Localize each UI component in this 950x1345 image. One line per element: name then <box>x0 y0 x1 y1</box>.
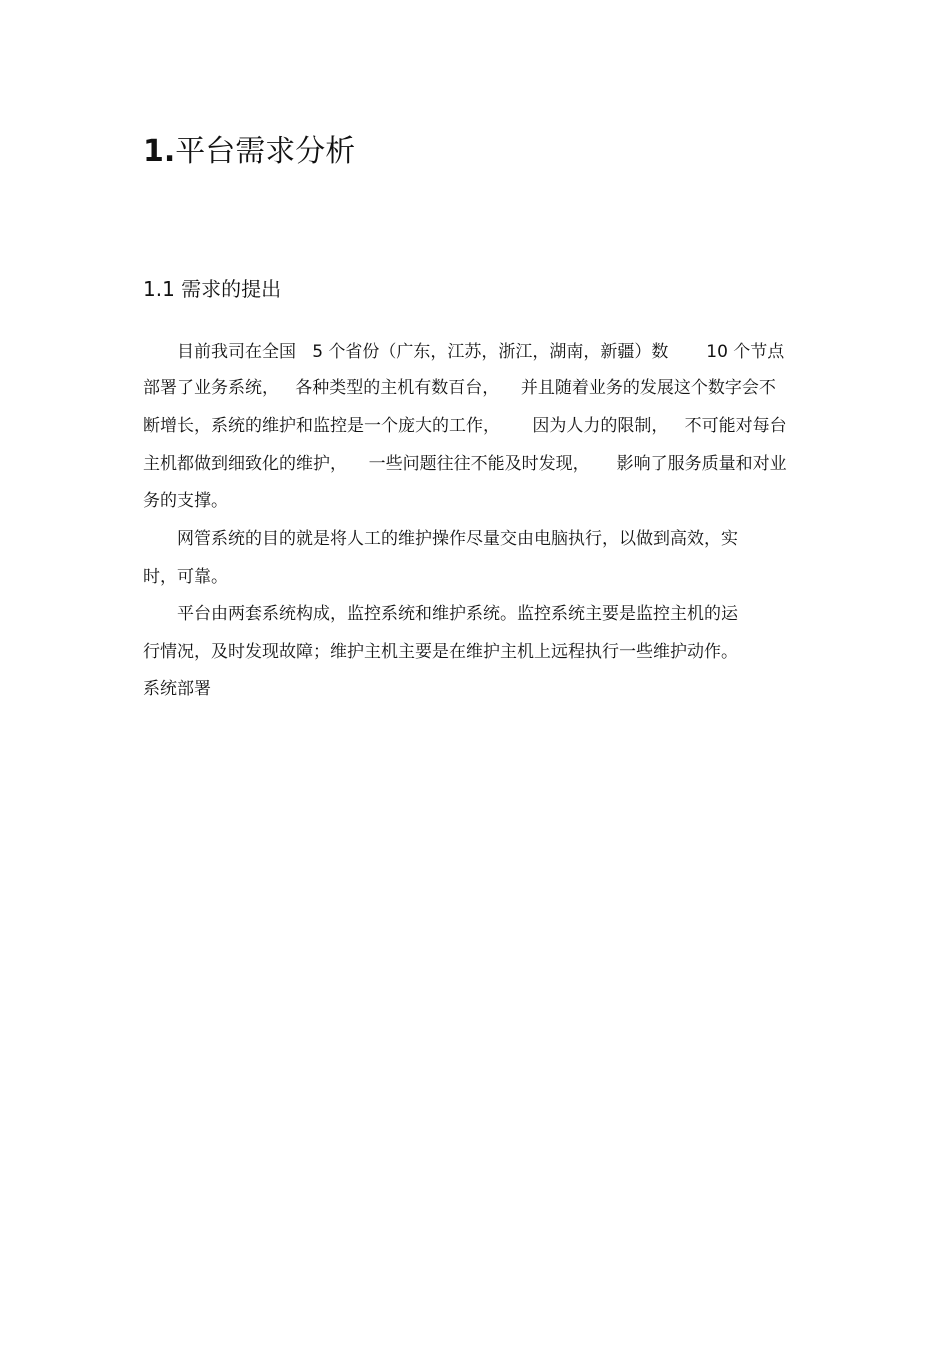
paragraph-line: 主机都做到细致化的维护， 一些问题往往不能及时发现， 影响了服务质量和对业 <box>143 454 787 474</box>
paragraph-line: 网管系统的目的就是将人工的维护操作尽量交由电脑执行，以做到高效，实 <box>177 529 738 549</box>
paragraph-line: 系统部署 <box>143 679 211 699</box>
paragraph-line: 目前我司在全国 5 个省份（广东，江苏，浙江，湖南，新疆）数 10 个节点 <box>177 342 785 362</box>
paragraph-line: 平台由两套系统构成，监控系统和维护系统。监控系统主要是监控主机的运 <box>177 604 738 624</box>
paragraph-line: 务的支撑。 <box>143 491 228 511</box>
chapter-heading <box>143 132 355 172</box>
paragraph-line: 断增长，系统的维护和监控是一个庞大的工作， 因为人力的限制， 不可能对每台 <box>143 416 787 436</box>
chapter-title: 平台需求分析 <box>175 134 356 169</box>
paragraph-line: 部署了业务系统， 各种类型的主机有数百台， 并且随着业务的发展这个数字会不 <box>143 378 776 398</box>
chapter-number: 1. <box>143 134 176 169</box>
paragraph-line: 行情况，及时发现故障；维护主机主要是在维护主机上远程执行一些维护动作。 <box>143 642 738 662</box>
paragraph-line: 时，可靠。 <box>143 567 228 587</box>
section-heading: 1.1 需求的提出 <box>143 277 282 301</box>
